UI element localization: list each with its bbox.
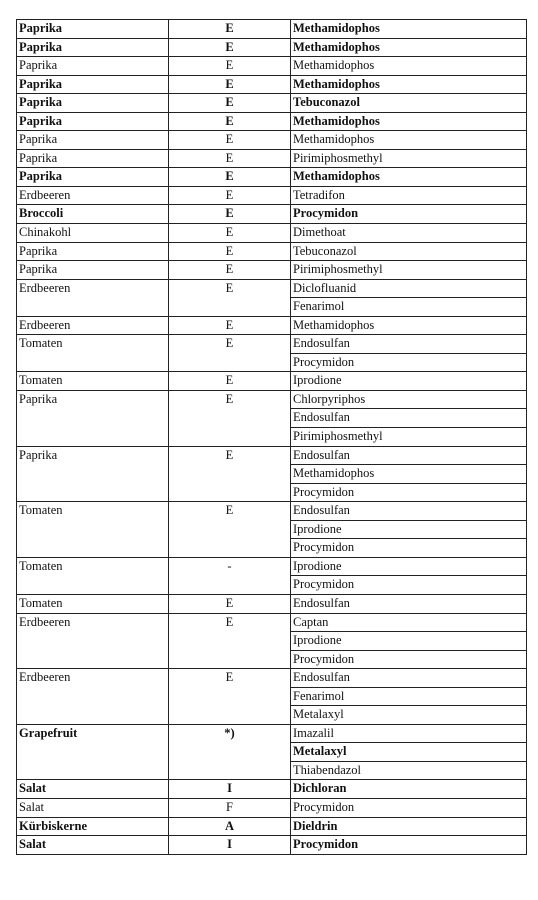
table-row: [17, 335, 527, 354]
food-cell: Paprika: [17, 38, 169, 57]
table-row: [17, 372, 527, 391]
code-cell: E: [169, 613, 291, 669]
table-row: [17, 316, 527, 335]
substance-cell: Tetradifon: [291, 186, 527, 205]
substance-cell: Thiabendazol: [291, 761, 527, 780]
food-cell: Paprika: [17, 168, 169, 187]
code-cell: E: [169, 186, 291, 205]
substance-cell: Imazalil: [291, 724, 527, 743]
code-cell: E: [169, 502, 291, 558]
table-row: [17, 131, 527, 150]
substance-cell: Dieldrin: [291, 817, 527, 836]
code-cell: E: [169, 131, 291, 150]
code-cell: E: [169, 112, 291, 131]
table-row: [17, 186, 527, 205]
table-row: [17, 20, 527, 39]
food-cell: Tomaten: [17, 502, 169, 558]
food-cell: Paprika: [17, 446, 169, 502]
substance-cell: Procymidon: [291, 539, 527, 558]
substance-cell: Iprodione: [291, 557, 527, 576]
substance-cell: Fenarimol: [291, 298, 527, 317]
food-cell: Paprika: [17, 57, 169, 76]
food-cell: Tomaten: [17, 594, 169, 613]
table-row: [17, 224, 527, 243]
substance-cell: Methamidophos: [291, 316, 527, 335]
code-cell: I: [169, 780, 291, 799]
substance-cell: Iprodione: [291, 372, 527, 391]
food-cell: Erdbeeren: [17, 279, 169, 316]
table-row: [17, 390, 527, 409]
substance-cell: Methamidophos: [291, 57, 527, 76]
substance-cell: Iprodione: [291, 632, 527, 651]
substance-cell: Procymidon: [291, 650, 527, 669]
substance-cell: Pirimiphosmethyl: [291, 428, 527, 447]
substance-cell: Metalaxyl: [291, 743, 527, 762]
code-cell: E: [169, 594, 291, 613]
food-cell: Paprika: [17, 20, 169, 39]
code-cell: E: [169, 38, 291, 57]
food-cell: Erdbeeren: [17, 613, 169, 669]
food-cell: Kürbiskerne: [17, 817, 169, 836]
substance-cell: Tebuconazol: [291, 242, 527, 261]
substance-cell: Pirimiphosmethyl: [291, 261, 527, 280]
code-cell: E: [169, 224, 291, 243]
table-row: [17, 57, 527, 76]
code-cell: A: [169, 817, 291, 836]
table-row: [17, 817, 527, 836]
table-row: [17, 446, 527, 465]
substance-cell: Procymidon: [291, 576, 527, 595]
substance-cell: Procymidon: [291, 205, 527, 224]
code-cell: E: [169, 669, 291, 725]
code-cell: E: [169, 335, 291, 372]
table-row: [17, 38, 527, 57]
code-cell: E: [169, 390, 291, 446]
food-cell: Paprika: [17, 242, 169, 261]
food-cell: Paprika: [17, 75, 169, 94]
code-cell: E: [169, 168, 291, 187]
code-cell: E: [169, 75, 291, 94]
substance-cell: Captan: [291, 613, 527, 632]
food-cell: Paprika: [17, 112, 169, 131]
code-cell: E: [169, 446, 291, 502]
substance-cell: Endosulfan: [291, 669, 527, 688]
food-cell: Paprika: [17, 390, 169, 446]
code-cell: E: [169, 261, 291, 280]
substance-cell: Iprodione: [291, 520, 527, 539]
substance-cell: Tebuconazol: [291, 94, 527, 113]
substance-cell: Methamidophos: [291, 38, 527, 57]
food-cell: Salat: [17, 798, 169, 817]
code-cell: E: [169, 279, 291, 316]
code-cell: E: [169, 20, 291, 39]
table-row: [17, 613, 527, 632]
substance-cell: Methamidophos: [291, 465, 527, 484]
food-cell: Tomaten: [17, 372, 169, 391]
table-row: [17, 168, 527, 187]
substance-cell: Endosulfan: [291, 409, 527, 428]
code-cell: F: [169, 798, 291, 817]
table-row: [17, 724, 527, 743]
food-cell: Salat: [17, 780, 169, 799]
substance-cell: Methamidophos: [291, 20, 527, 39]
table-row: [17, 669, 527, 688]
table-row: [17, 502, 527, 521]
substance-cell: Endosulfan: [291, 446, 527, 465]
residue-table: [16, 19, 527, 855]
food-cell: Chinakohl: [17, 224, 169, 243]
substance-cell: Fenarimol: [291, 687, 527, 706]
substance-cell: Procymidon: [291, 483, 527, 502]
substance-cell: Procymidon: [291, 353, 527, 372]
food-cell: Erdbeeren: [17, 316, 169, 335]
food-cell: Tomaten: [17, 335, 169, 372]
code-cell: E: [169, 57, 291, 76]
table-row: [17, 205, 527, 224]
substance-cell: Endosulfan: [291, 502, 527, 521]
food-cell: Paprika: [17, 149, 169, 168]
code-cell: E: [169, 242, 291, 261]
food-cell: Broccoli: [17, 205, 169, 224]
code-cell: *): [169, 724, 291, 780]
substance-cell: Pirimiphosmethyl: [291, 149, 527, 168]
code-cell: E: [169, 149, 291, 168]
table-row: [17, 261, 527, 280]
table-row: [17, 836, 527, 855]
substance-cell: Chlorpyriphos: [291, 390, 527, 409]
table-row: [17, 242, 527, 261]
table-row: [17, 594, 527, 613]
substance-cell: Dimethoat: [291, 224, 527, 243]
substance-cell: Methamidophos: [291, 131, 527, 150]
code-cell: E: [169, 372, 291, 391]
substance-cell: Diclofluanid: [291, 279, 527, 298]
substance-cell: Methamidophos: [291, 168, 527, 187]
substance-cell: Dichloran: [291, 780, 527, 799]
code-cell: E: [169, 205, 291, 224]
substance-cell: Metalaxyl: [291, 706, 527, 725]
substance-cell: Procymidon: [291, 836, 527, 855]
table-row: [17, 75, 527, 94]
table-row: [17, 279, 527, 298]
substance-cell: Endosulfan: [291, 335, 527, 354]
table-body: [17, 20, 527, 855]
substance-cell: Procymidon: [291, 798, 527, 817]
substance-cell: Methamidophos: [291, 75, 527, 94]
food-cell: Erdbeeren: [17, 186, 169, 205]
substance-cell: Methamidophos: [291, 112, 527, 131]
code-cell: E: [169, 316, 291, 335]
table-row: [17, 112, 527, 131]
table-row: [17, 780, 527, 799]
food-cell: Erdbeeren: [17, 669, 169, 725]
food-cell: Salat: [17, 836, 169, 855]
table-row: [17, 149, 527, 168]
table-row: [17, 557, 527, 576]
food-cell: Paprika: [17, 94, 169, 113]
food-cell: Paprika: [17, 261, 169, 280]
food-cell: Grapefruit: [17, 724, 169, 780]
food-cell: Tomaten: [17, 557, 169, 594]
table-row: [17, 798, 527, 817]
substance-cell: Endosulfan: [291, 594, 527, 613]
code-cell: E: [169, 94, 291, 113]
food-cell: Paprika: [17, 131, 169, 150]
code-cell: -: [169, 557, 291, 594]
table-row: [17, 94, 527, 113]
code-cell: I: [169, 836, 291, 855]
